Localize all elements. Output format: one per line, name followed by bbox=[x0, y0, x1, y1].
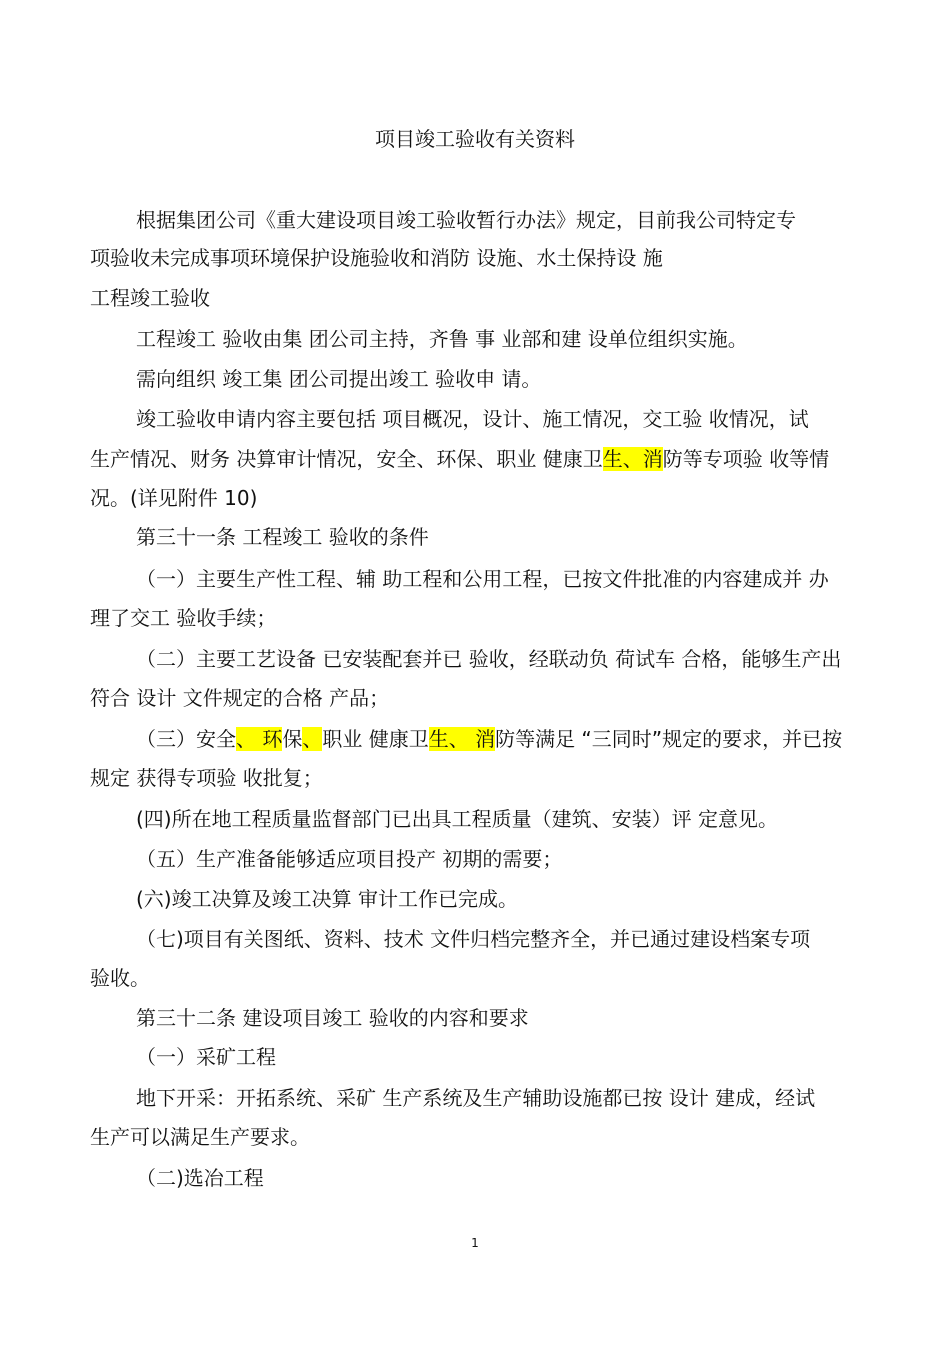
paragraph-line bbox=[136, 884, 518, 914]
paragraph-line bbox=[136, 324, 748, 354]
line-text: 第三十一条 工程竣工 验收的条件 bbox=[136, 525, 429, 549]
line-text: （二)选冶工程 bbox=[136, 1166, 264, 1190]
paragraph-line bbox=[90, 243, 663, 273]
page-number: 1 bbox=[471, 1236, 479, 1250]
paragraph-line bbox=[90, 1122, 310, 1152]
paragraph-line bbox=[90, 444, 829, 474]
line-text: 竣工验收申请内容主要包括 项目概况，设计、施工情况，交工验 收情况，试 bbox=[136, 407, 809, 431]
paragraph-line bbox=[136, 924, 810, 954]
line-text: 防等满足 “三同时”规定的要求，并已按 bbox=[495, 727, 843, 751]
line-text: 地下开采：开拓系统、采矿 生产系统及生产辅助设施都已按 设计 建成，经试 bbox=[136, 1086, 816, 1110]
line-text: 需向组织 竣工集 团公司提出竣工 验收申 请。 bbox=[136, 367, 542, 391]
paragraph-line bbox=[90, 963, 150, 993]
highlighted-text: 、 bbox=[302, 727, 323, 751]
paragraph-line bbox=[136, 1003, 529, 1033]
paragraph-line bbox=[136, 404, 809, 434]
paragraph-line bbox=[136, 804, 778, 834]
paragraph-line bbox=[90, 763, 323, 793]
paragraph-line bbox=[90, 483, 257, 513]
paragraph-line bbox=[136, 364, 541, 394]
highlighted-text: 生、 消 bbox=[428, 727, 496, 751]
line-text: 生产情况、财务 决算审计情况，安全、环保、职业 健康卫 bbox=[90, 447, 603, 471]
paragraph-line bbox=[136, 522, 429, 552]
line-text: （二）主要工艺设备 已安装配套并已 验收，经联动负 荷试车 合格，能够生产出 bbox=[136, 647, 842, 671]
line-text: 项验收未完成事项环境保护设施验收和消防 设施、水土保持设 施 bbox=[90, 246, 663, 270]
line-text: （七)项目有关图纸、资料、技术 文件归档完整齐全，并已通过建设档案专项 bbox=[136, 927, 811, 951]
line-text: （一）主要生产性工程、辅 助工程和公用工程，已按文件批准的内容建成并 办 bbox=[136, 567, 829, 591]
paragraph-line bbox=[136, 1163, 264, 1193]
highlighted-text: 、 环 bbox=[236, 727, 283, 751]
line-text: 工程竣工验收 bbox=[90, 286, 210, 310]
line-text: 验收。 bbox=[90, 966, 150, 990]
paragraph-line bbox=[136, 1083, 815, 1113]
paragraph-line bbox=[136, 844, 562, 874]
highlighted-text: 生、消 bbox=[602, 447, 663, 471]
line-text: (四)所在地工程质量监督部门已出具工程质量（建筑、安装）评 定意见。 bbox=[136, 807, 778, 831]
paragraph-line bbox=[136, 644, 841, 674]
line-text: 职业 健康卫 bbox=[322, 727, 429, 751]
paragraph-line bbox=[90, 603, 276, 633]
line-text: 工程竣工 验收由集 团公司主持，齐鲁 事 业部和建 设单位组织实施。 bbox=[136, 327, 748, 351]
line-text: 第三十二条 建设项目竣工 验收的内容和要求 bbox=[136, 1006, 529, 1030]
line-text: （三）安全 bbox=[136, 727, 236, 751]
line-text: 保 bbox=[282, 727, 303, 751]
line-text: （五）生产准备能够适应项目投产 初期的需要； bbox=[136, 847, 563, 871]
paragraph-line bbox=[136, 1042, 276, 1072]
paragraph-line bbox=[136, 564, 829, 594]
line-text: 防等专项验 收等情 bbox=[662, 447, 830, 471]
line-text: 规定 获得专项验 收批复； bbox=[90, 766, 323, 790]
paragraph-line bbox=[90, 683, 389, 713]
line-text: 根据集团公司《重大建设项目竣工验收暂行办法》规定，目前我公司特定专 bbox=[136, 208, 796, 232]
document-title: 项目竣工验收有关资料 bbox=[375, 127, 575, 151]
paragraph-line bbox=[90, 283, 210, 313]
line-text: （一）采矿工程 bbox=[136, 1045, 276, 1069]
paragraph-line bbox=[136, 205, 796, 235]
line-text: 况。(详见附件 10) bbox=[90, 486, 258, 510]
line-text: 理了交工 验收手续； bbox=[90, 606, 277, 630]
line-text: (六)竣工决算及竣工决算 审计工作已完成。 bbox=[136, 887, 518, 911]
paragraph-line bbox=[136, 724, 842, 754]
line-text: 生产可以满足生产要求。 bbox=[90, 1125, 310, 1149]
line-text: 符合 设计 文件规定的合格 产品； bbox=[90, 686, 390, 710]
